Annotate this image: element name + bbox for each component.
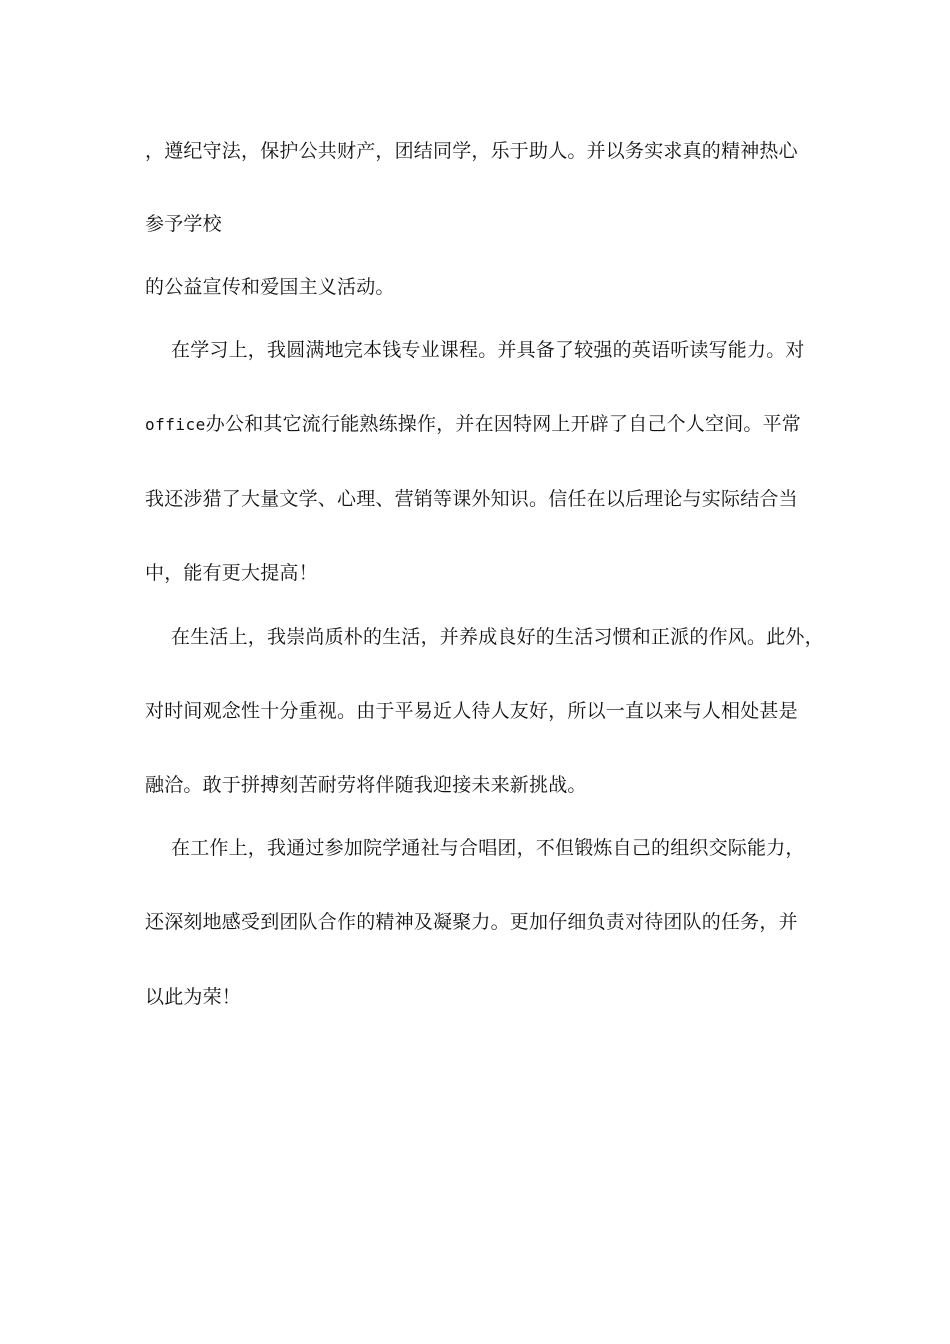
office-word: office: [145, 415, 206, 434]
life-paragraph-line-2: 对时间观念性十分重视。由于平易近人待人友好，所以一直以来与人相处甚是: [145, 700, 798, 722]
study-paragraph-line-4: 中，能有更大提高！: [145, 562, 318, 584]
study-paragraph-line-2: [145, 411, 801, 438]
life-paragraph-line-1: 在生活上，我崇尚质朴的生活，并养成良好的生活习惯和正派的作风。此外，: [171, 626, 824, 648]
text-line-3: 的公益宣传和爱国主义活动。: [145, 276, 395, 298]
study-paragraph-line-2-text: 办公和其它流行能熟练操作，并在因特网上开辟了自己个人空间。平常: [205, 413, 801, 435]
work-paragraph-line-2: 还深刻地感受到团队合作的精神及凝聚力。更加仔细负责对待团队的任务，并: [145, 911, 798, 933]
work-paragraph-line-3: 以此为荣！: [145, 986, 242, 1008]
text-line-2: 参予学校: [145, 213, 222, 235]
study-paragraph-line-1: 在学习上，我圆满地完本钱专业课程。并具备了较强的英语听读写能力。对: [171, 339, 805, 361]
life-paragraph-line-3: 融洽。敢于拼搏刻苦耐劳将伴随我迎接未来新挑战。: [145, 774, 587, 796]
study-paragraph-line-3: 我还涉猎了大量文学、心理、营销等课外知识。信任在以后理论与实际结合当: [145, 488, 798, 510]
work-paragraph-line-1: 在工作上，我通过参加院学通社与合唱团，不但锻炼自己的组织交际能力，: [171, 837, 805, 859]
text-line-1: ，遵纪守法，保护公共财产，团结同学，乐于助人。并以务实求真的精神热心: [145, 140, 798, 162]
